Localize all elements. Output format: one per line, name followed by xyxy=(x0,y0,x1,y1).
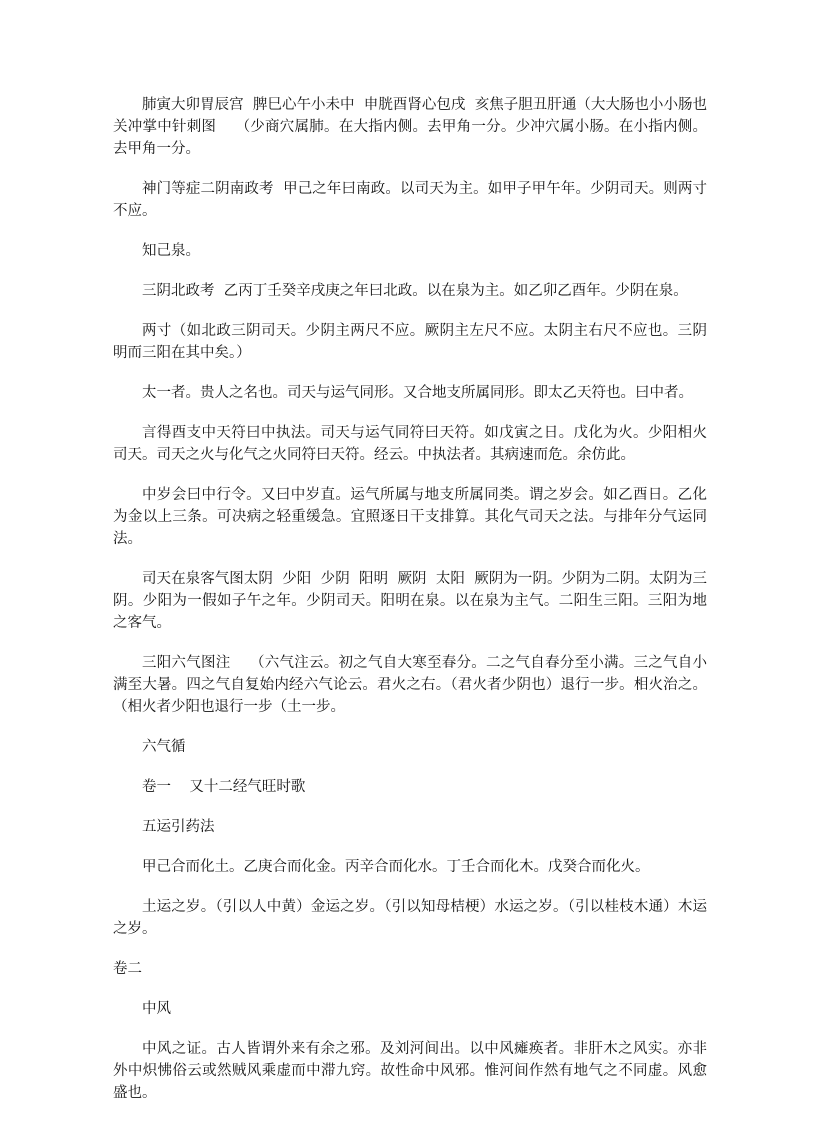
paragraph-6: 太一者。贵人之名也。司天与运气同形。又合地支所属同形。即太乙天符也。曰中者。 xyxy=(142,385,693,401)
paragraph-2: 神门等症二阴南政考 甲己之年曰南政。以司天为主。如甲子甲午年。少阴司天。则两寸不应。 xyxy=(113,181,707,219)
section-heading-liuqixun: 六气循 xyxy=(142,739,186,755)
paragraph-10: 三阳六气图注 （六气注云。初之气自大寒至春分。二之气自春分至小满。三之气自小满至大暑。四之气自复始内经六气论云。君火之右。（君火者少阴也）退行一步。相火治之。（相火者少阳也退行一步（土一步。 xyxy=(113,655,707,715)
paragraph-4: 三阴北政考 乙丙丁壬癸辛戌庚之年曰北政。以在泉为主。如乙卯乙酉年。少阴在泉。 xyxy=(142,283,688,299)
section-heading-juan-1: 卷一 又十二经气旺时歌 xyxy=(142,779,306,795)
chapter-heading-juan-2: 卷二 xyxy=(113,961,142,977)
paragraph-8: 中岁会曰中行令。又曰中岁直。运气所属与地支所属同类。谓之岁会。如乙酉日。乙化为金以上三条。可决病之轻重缓急。宜照逐日干支排算。其化气司天之法。与排年分气运同法。 xyxy=(113,487,707,547)
section-heading-zhongfeng: 中风 xyxy=(142,1001,171,1017)
paragraph-15: 土运之岁。（引以人中黄）金运之岁。（引以知母桔梗）水运之岁。（引以桂枝木通）木运之岁。 xyxy=(113,899,707,937)
paragraph-18: 中风之证。古人皆谓外来有余之邪。及刘河间出。以中风瘫痪者。非肝木之风实。亦非外中炽怫俗云或然贼风乘虚而中滞九窍。故性命中风邪。惟河间作然有地气之不同虚。风愈盛也。 xyxy=(113,1041,707,1101)
paragraph-5: 两寸（如北政三阴司天。少阴主两尺不应。厥阴主左尺不应。太阴主右尺不应也。三阴明而三阳在其中矣。） xyxy=(113,323,707,361)
paragraph-9: 司天在泉客气图太阴 少阳 少阴 阳明 厥阴 太阳 厥阴为一阴。少阴为二阴。太阴为三阴。少阳为一假如子午之年。少阴司天。阳明在泉。以在泉为主气。二阳生三阳。三阳为地之客气。 xyxy=(113,571,707,631)
section-heading-wuyun: 五运引药法 xyxy=(142,819,215,835)
paragraph-14: 甲己合而化土。乙庚合而化金。丙辛合而化水。丁壬合而化木。戊癸合而化火。 xyxy=(142,859,650,875)
paragraph-7: 言得酉支中天符曰中执法。司天与运气同符曰天符。如戊寅之日。戊化为火。少阳相火司天。司天之火与化气之火同符曰天符。经云。中执法者。其病速而危。余仿此。 xyxy=(113,425,707,463)
paragraph-1: 肺寅大卯胃辰宫 脾巳心午小未中 申胱酉肾心包戌 亥焦子胆丑肝通（大大肠也小小肠也关冲掌中针刺图 （少商穴属肺。在大指内侧。去甲角一分。少冲穴属小肠。在小指内侧。去甲角一分。 xyxy=(113,97,707,157)
paragraph-3: 知己泉。 xyxy=(142,243,200,259)
document-page xyxy=(113,94,707,1122)
